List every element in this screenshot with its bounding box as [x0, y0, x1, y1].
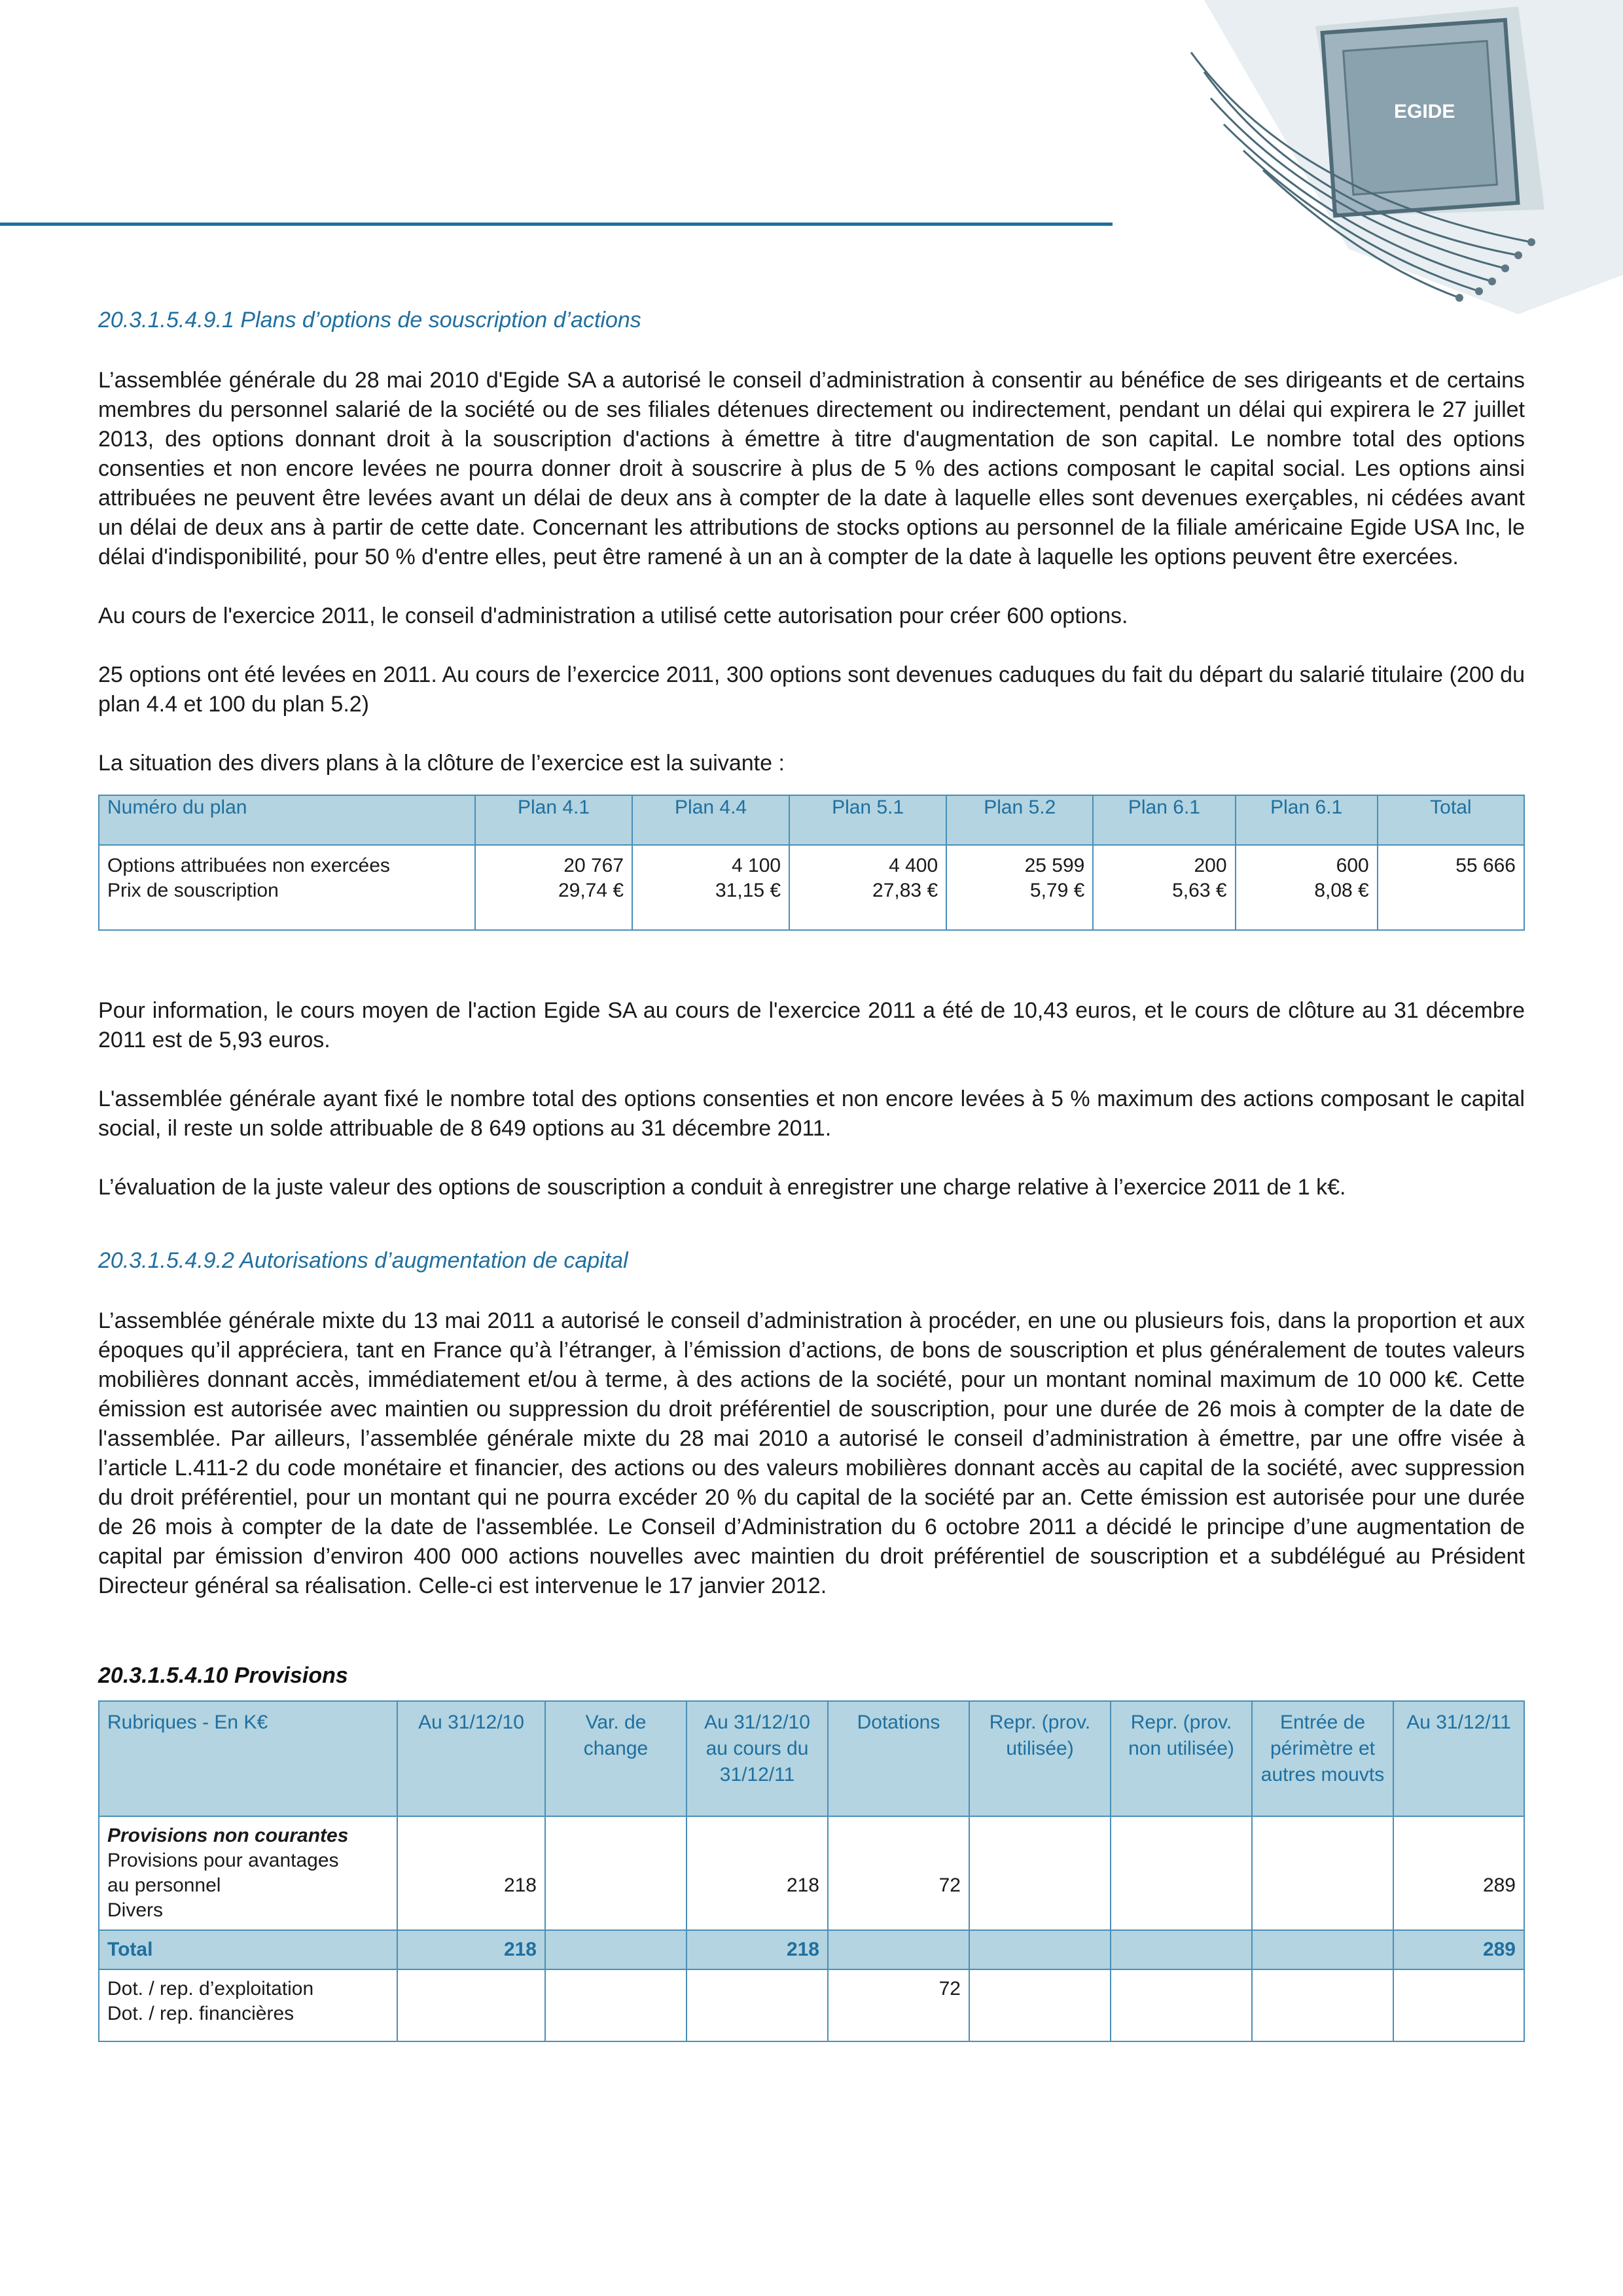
price-value: 27,83 €: [872, 880, 938, 901]
column-header: Plan 6.1: [1236, 795, 1378, 845]
options-value: 4 100: [732, 855, 781, 876]
paragraph: Pour information, le cours moyen de l'action Egide SA au cours de l'exercice 2011 a été de 10,43 euros, et le cours de clôture au 31 décembre 2011 est de 5,93 euros.: [98, 998, 1525, 1052]
table-cell: [828, 1930, 969, 1969]
column-header: Plan 4.1: [475, 795, 632, 845]
column-header: Plan 6.1: [1093, 795, 1235, 845]
column-header: Plan 5.1: [789, 795, 946, 845]
column-header: Var. de change: [545, 1701, 687, 1816]
table-cell: 218: [397, 1930, 545, 1969]
column-header: Au 31/12/10: [397, 1701, 545, 1816]
table-row: [99, 845, 1524, 930]
table-cell: [969, 1930, 1111, 1969]
column-header: Au 31/12/10 au cours du 31/12/11: [687, 1701, 828, 1816]
table-cell: [1252, 1816, 1393, 1930]
row-label: Options attribuées non exercées: [107, 855, 390, 876]
column-header: Entrée de périmètre et autres mouvts: [1252, 1701, 1393, 1816]
table-cell: [1236, 845, 1378, 930]
table-header-row: [99, 795, 1524, 845]
options-plans-table: [98, 795, 1525, 931]
table-cell: [969, 1816, 1111, 1930]
table-cell: [1252, 1969, 1393, 2041]
table-cell: [789, 845, 946, 930]
row-label: Divers: [107, 1899, 164, 1921]
row-label: Provisions pour avantages: [107, 1850, 339, 1871]
table-cell: [475, 845, 632, 930]
paragraph: L’évaluation de la juste valeur des options de souscription a conduit à enregistrer une charge relative à l’exercice 2011 de 1 k€.: [98, 1175, 1346, 1200]
column-header: Au 31/12/11: [1393, 1701, 1524, 1816]
table-cell: [1111, 1969, 1252, 2041]
table-cell: [687, 1969, 828, 2041]
row-label: Dot. / rep. d’exploitation: [107, 1978, 314, 2000]
options-value: 200: [1194, 855, 1227, 876]
provisions-table: [98, 1700, 1525, 2042]
options-value: 4 400: [889, 855, 938, 876]
section-title-capital: 20.3.1.5.4.9.2 Autorisations d’augmentation de capital: [98, 1248, 628, 1273]
price-value: 8,08 €: [1314, 880, 1369, 901]
paragraph: L'assemblée générale ayant fixé le nombre total des options consenties et non encore levées à 5 % maximum des actions composant le capital social, il reste un solde attribuable de 8 649 options au 31 décembre 2011.: [98, 1086, 1525, 1141]
options-value: 600: [1336, 855, 1369, 876]
paragraph: L’assemblée générale du 28 mai 2010 d'Egide SA a autorisé le conseil d’administration à consentir au bénéfice de ses dirigeants et de certains membres du personnel salarié de la société ou de ses filiales détenues directement ou indirectement, pendant un délai qui expirera le 27 juillet 2013, des options donnant droit à la souscription d'actions à émettre à titre d'augmentation de son capital. Le nombre total des options consenties et non encore levées ne pourra donner droit à souscrire à plus de 5 % des actions composant le capital social. Les options ainsi attribuées ne peuvent être levées avant un délai de deux ans à compter de la date à laquelle elles sont devenues exerçables, ni cédées avant un délai de deux ans à partir de cette date. Concernant les attributions de stocks options au personnel de la filiale américaine Egide USA Inc, le délai d'indisponibilité, pour 50 % d'entre elles, peut être ramené à un an à compter de la date à laquelle les options peuvent être exercées.: [98, 368, 1525, 569]
cell-value: 218: [786, 1874, 819, 1896]
section-title-options: 20.3.1.5.4.9.1 Plans d’options de souscription d’actions: [98, 308, 641, 332]
table-cell: [545, 1930, 687, 1969]
options-value: 20 767: [563, 855, 624, 876]
egide-chip-illustration: [1152, 0, 1623, 314]
table-cell: [1111, 1930, 1252, 1969]
table-cell: 72: [828, 1969, 969, 2041]
row-label: Prix de souscription: [107, 880, 279, 901]
table-cell: [687, 1816, 828, 1930]
column-header: Repr. (prov. non utilisée): [1111, 1701, 1252, 1816]
price-value: 5,79 €: [1029, 880, 1085, 901]
table-cell: [946, 845, 1093, 930]
table-cell: [632, 845, 789, 930]
cell-value: 289: [1482, 1874, 1516, 1896]
section-title-provisions: 20.3.1.5.4.10 Provisions: [98, 1663, 348, 1688]
price-value: 5,63 €: [1172, 880, 1227, 901]
price-value: 29,74 €: [558, 880, 624, 901]
column-header: Plan 5.2: [946, 795, 1093, 845]
total-label: Total: [99, 1930, 397, 1969]
table-row: [99, 1816, 1524, 1930]
options-value: 25 599: [1024, 855, 1085, 876]
cell-value: 218: [503, 1874, 537, 1896]
table-cell: [1093, 845, 1235, 930]
options-value: 55 666: [1455, 855, 1516, 876]
column-header: Numéro du plan: [99, 795, 475, 845]
row-labels: [99, 1969, 397, 2041]
column-header: Total: [1378, 795, 1524, 845]
section-label: Provisions non courantes: [107, 1825, 349, 1846]
table-cell: [1252, 1930, 1393, 1969]
table-row: [99, 1969, 1524, 2041]
table-total-row: [99, 1930, 1524, 1969]
table-cell: [1378, 845, 1524, 930]
table-cell: [397, 1816, 545, 1930]
page-content: [98, 308, 1525, 2042]
table-cell: [1393, 1816, 1524, 1930]
table-cell: [1111, 1816, 1252, 1930]
column-header: Dotations: [828, 1701, 969, 1816]
paragraph: 25 options ont été levées en 2011. Au cours de l’exercice 2011, 300 options sont devenues caduques du fait du départ du salarié titulaire (200 du plan 4.4 et 100 du plan 5.2): [98, 662, 1525, 717]
row-labels: [99, 1816, 397, 1930]
table-cell: [828, 1816, 969, 1930]
column-header: Repr. (prov. utilisée): [969, 1701, 1111, 1816]
row-labels: [99, 845, 475, 930]
egide-logo-text: EGIDE: [1394, 101, 1455, 122]
cell-value: 72: [938, 1874, 961, 1896]
table-cell: [397, 1969, 545, 2041]
paragraph: L’assemblée générale mixte du 13 mai 2011 a autorisé le conseil d’administration à procéder, en une ou plusieurs fois, dans la proportion et aux époques qu’il appréciera, tant en France qu’à l’étranger, à l’émission d’actions, de bons de souscription et plus généralement de toutes valeurs mobilières donnant accès, immédiatement et/ou à terme, à des actions de la société, pour un montant nominal maximum de 10 000 k€. Cette émission est autorisée avec maintien ou suppression du droit préférentiel de souscription, pour une durée de 26 mois à compter de la date de l'assemblée. Par ailleurs, l’assemblée générale mixte du 28 mai 2010 a autorisé le conseil d’administration à émettre, par une offre visée à l’article L.411-2 du code monétaire et financier, des actions ou des valeurs mobilières donnant accès au capital de la société, avec suppression du droit préférentiel, pour un montant qui ne pourra excéder 20 % du capital de la société par an. Cette émission est autorisée pour une durée de 26 mois à compter de la date de l'assemblée. Le Conseil d’Administration du 6 octobre 2011 a décidé le principe d’une augmentation de capital par émission d’environ 400 000 actions nouvelles avec maintien du droit préférentiel de souscription et a subdélégué au Président Directeur général sa réalisation. Celle-ci est intervenue le 17 janvier 2012.: [98, 1308, 1525, 1598]
row-label: au personnel: [107, 1874, 221, 1896]
column-header: Rubriques - En K€: [99, 1701, 397, 1816]
row-label: Dot. / rep. financières: [107, 2003, 294, 2024]
price-value: 31,15 €: [715, 880, 781, 901]
paragraph: Au cours de l'exercice 2011, le conseil d'administration a utilisé cette autorisation pour créer 600 options.: [98, 603, 1128, 628]
table-cell: 289: [1393, 1930, 1524, 1969]
paragraph: La situation des divers plans à la clôture de l’exercice est la suivante :: [98, 751, 785, 776]
column-header: Plan 4.4: [632, 795, 789, 845]
table-cell: 218: [687, 1930, 828, 1969]
header-rule: [0, 223, 1113, 226]
table-cell: [545, 1969, 687, 2041]
table-cell: [1393, 1969, 1524, 2041]
table-cell: [969, 1969, 1111, 2041]
table-header-row: [99, 1701, 1524, 1816]
table-cell: [545, 1816, 687, 1930]
